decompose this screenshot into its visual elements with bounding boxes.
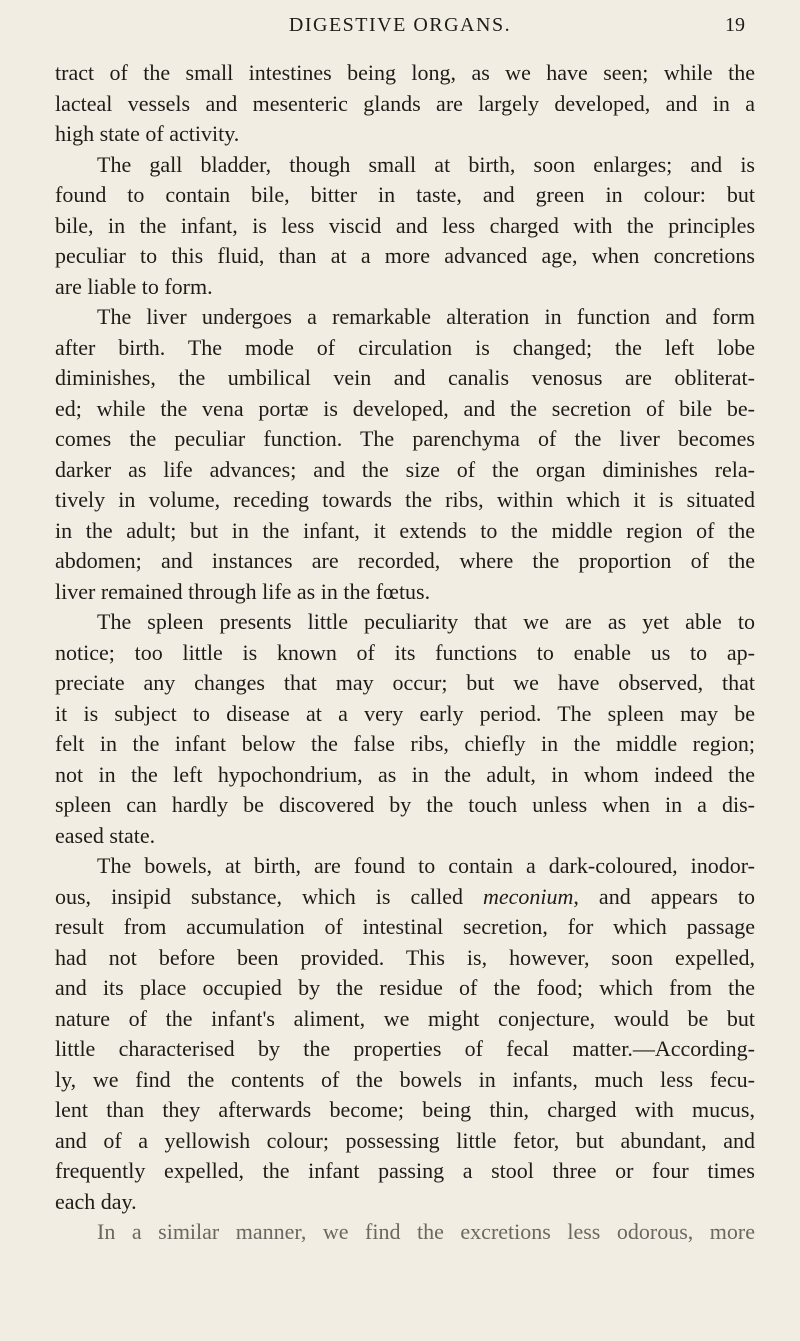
text-line: high state of activity. [55, 121, 240, 146]
text-line: lacteal vessels and mesenteric glands are largely developed, and in a [55, 90, 755, 116]
text-line: darker as life advances; and the size of the organ diminishes rela- [55, 456, 755, 482]
text-run: ous, insipid substance, which is called [55, 883, 483, 909]
text-line: nature of the infant's aliment, we might conjecture, would be but [55, 1005, 755, 1031]
text-line: frequently expelled, the infant passing a stool three or four times [55, 1158, 755, 1183]
text-line: ly, we find the contents of the bowels in infants, much less fecu- [55, 1066, 755, 1092]
text-line: abdomen; and instances are recorded, where the proportion of the [55, 548, 755, 573]
paragraph [55, 150, 755, 303]
text-line: liver remained through life as in the fœtus. [55, 578, 431, 604]
paragraph [55, 851, 755, 1217]
text-line [55, 882, 755, 913]
text-line: The spleen presents little peculiarity that we are as yet able to [97, 609, 755, 634]
body-text [55, 58, 755, 1248]
page-number: 19 [725, 14, 745, 36]
paragraph [55, 607, 755, 851]
text-line: and its place occupied by the residue of the food; which from the [55, 975, 755, 1000]
text-run: , and appears to [573, 883, 755, 909]
italic-term-meconium: meconium [483, 883, 574, 909]
text-line: The gall bladder, though small at birth, soon enlarges; and is [97, 151, 755, 177]
text-line: result from accumulation of intestinal secretion, for which passage [55, 914, 755, 939]
text-line: each day. [55, 1188, 137, 1214]
text-line: and of a yellowish colour; possessing little fetor, but abundant, and [55, 1127, 755, 1153]
page-header [0, 14, 800, 44]
text-line: in the adult; but in the infant, it extends to the middle region of the [55, 517, 755, 543]
text-line: found to contain bile, bitter in taste, and green in colour: but [55, 182, 755, 207]
text-line: after birth. The mode of circulation is changed; the left lobe [55, 334, 755, 360]
paragraph [55, 58, 755, 150]
text-line: comes the peculiar function. The parenchyma of the liver becomes [55, 426, 755, 451]
text-line: The liver undergoes a remarkable alteration in function and form [97, 304, 755, 329]
text-line: spleen can hardly be discovered by the touch unless when in a dis- [55, 792, 755, 817]
paragraph [55, 302, 755, 607]
text-line: eased state. [55, 822, 156, 848]
text-line: it is subject to disease at a very early period. The spleen may be [55, 700, 755, 726]
text-line: are liable to form. [55, 273, 213, 299]
text-line: tively in volume, receding towards the ribs, within which it is situated [55, 487, 755, 512]
text-line: tract of the small intestines being long, as we have seen; while the [55, 60, 755, 85]
running-head: DIGESTIVE ORGANS. [288, 14, 512, 36]
text-line: In a similar manner, we find the excretions less odorous, more [97, 1219, 755, 1244]
text-line: little characterised by the properties of fecal matter.—According- [55, 1036, 755, 1061]
text-line: ed; while the vena portæ is developed, and the secretion of bile be- [55, 395, 755, 421]
text-line: notice; too little is known of its functions to enable us to ap- [55, 639, 755, 665]
text-line: not in the left hypochondrium, as in the adult, in whom indeed the [55, 761, 755, 787]
paragraph [55, 1217, 755, 1248]
text-line: The bowels, at birth, are found to contain a dark-coloured, inodor- [97, 853, 755, 878]
text-line: bile, in the infant, is less viscid and less charged with the principles [55, 212, 755, 238]
text-line: lent than they afterwards become; being thin, charged with mucus, [55, 1097, 755, 1122]
text-line: diminishes, the umbilical vein and canalis venosus are obliterat- [55, 365, 755, 390]
text-line: peculiar to this fluid, than at a more advanced age, when concretions [55, 243, 755, 268]
text-line: preciate any changes that may occur; but we have observed, that [55, 670, 755, 695]
text-line: felt in the infant below the false ribs, chiefly in the middle region; [55, 731, 755, 756]
text-line: had not before been provided. This is, however, soon expelled, [55, 944, 755, 970]
